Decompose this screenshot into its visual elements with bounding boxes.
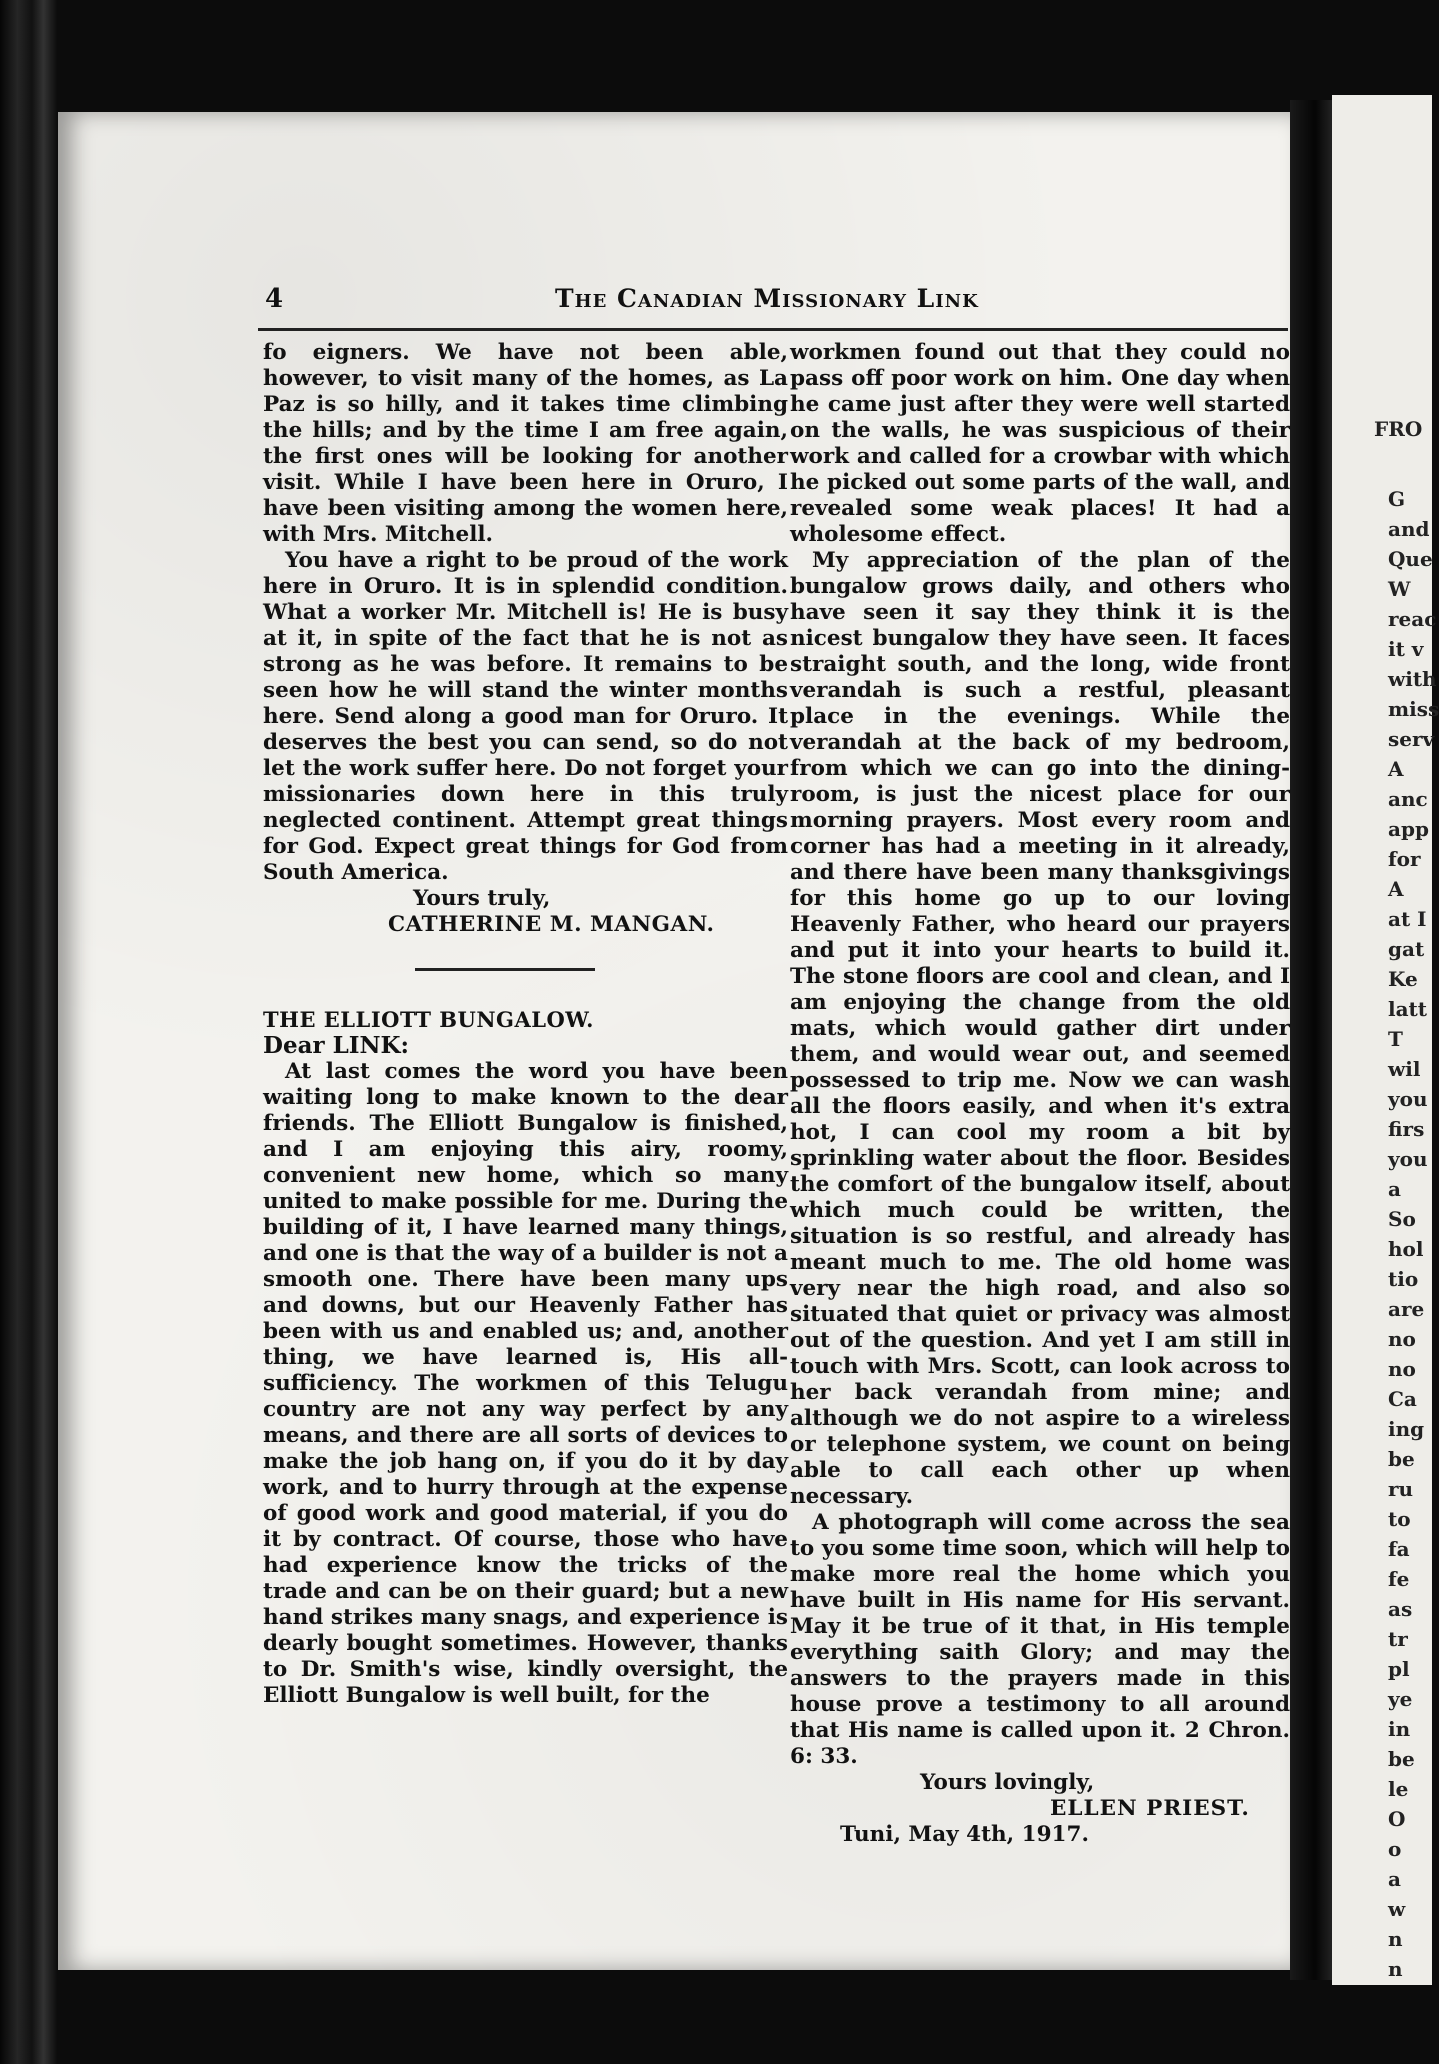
adjacent-line-fragment: serv	[1388, 727, 1435, 751]
article-closing: Yours lovingly,	[920, 1770, 1095, 1795]
adjacent-line-fragment: Ca	[1388, 1387, 1417, 1411]
right-column	[790, 340, 1290, 1848]
adjacent-line-fragment: reac	[1388, 607, 1437, 631]
article-paragraph: A photograph will come across the sea to you some time soon, which will help to make more real the home which you have built in His name for His servant. May it be true of it that, in His temple everything saith Glory; and may the answers to the prayers made in this house prove a testimony to all around that His name is called upon it. 2 Chron. 6: 33.	[790, 1510, 1290, 1769]
adjacent-line-fragment: for	[1388, 847, 1421, 871]
adjacent-line-fragment: you	[1388, 1087, 1428, 1111]
adjacent-line-fragment: n	[1388, 1927, 1403, 1951]
adjacent-line-fragment: tio	[1388, 1267, 1419, 1291]
article-paragraph: At last comes the word you have been waiting long to make known to the dear friends. The Elliott Bungalow is finished, and I am enjoying this airy, roomy, convenient new home, which so many united to make possible for me. During the building of it, I have learned many things, and one is that the way of a builder is not a smooth one. There have been many ups and downs, but our Heavenly Father has been with us and enabled us; and, another thing, we have learned is, His all-sufficiency. The workmen of this Telugu country are not any way perfect by any means, and there are all sorts of devices to make the job hang on, if you do it by day work, and to hurry through at the expense of good work and good material, if you do it by contract. Of course, those who have had experience know the tricks of the trade and can be on their guard; but a new hand strikes many snags, and experience is dearly bought sometimes. However, thanks to Dr. Smith's wise, kindly oversight, the Elliott Bungalow is well built, for the	[263, 1059, 788, 1708]
adjacent-line-fragment: are	[1388, 1297, 1425, 1321]
adjacent-line-fragment: be	[1388, 1747, 1415, 1771]
article-paragraph: My appreciation of the plan of the bungalow grows daily, and others who have seen it say they think it is the nicest bungalow they have seen. It faces straight south, and the long, wide front verandah is such a restful, pleasant place in the evenings. While the verandah at the back of my bedroom, from which we can go into the dining-room, is just the nicest place for our morning prayers. Most every room and corner has had a meeting in it already, and there have been many thanksgivings for this home go up to our loving Heavenly Father, who heard our prayers and put it into your hearts to build it. The stone floors are cool and clean, and I am enjoying the change from the old mats, which would gather dirt under them, and would wear out, and seemed possessed to trip me. Now we can wash all the floors easily, and when it's extra hot, I can cool my room a bit by sprinkling water about the floor. Besides the comfort of the bungalow itself, about which much could be written, the situation is so restful, and already has meant much to me. The old home was very near the high road, and also so situated that quiet or privacy was almost out of the question. And yet I am still in touch with Mrs. Scott, can look across to her back verandah from mine; and although we do not aspire to a wireless or telephone system, we count on being able to call each other up when necessary.	[790, 548, 1290, 1509]
adjacent-line-fragment: no	[1388, 1327, 1416, 1351]
adjacent-line-fragment: W	[1388, 577, 1411, 601]
adjacent-line-fragment: A	[1388, 877, 1404, 901]
adjacent-line-fragment: w	[1388, 1897, 1406, 1921]
adjacent-line-fragment: hol	[1388, 1237, 1424, 1261]
adjacent-line-fragment: Que	[1388, 547, 1433, 571]
adjacent-line-fragment: gat	[1388, 937, 1425, 961]
salutation: Dear LINK:	[263, 1032, 410, 1059]
section-divider	[415, 968, 595, 971]
adjacent-line-fragment: with	[1388, 667, 1437, 691]
running-title: The Canadian Missionary Link	[555, 284, 979, 313]
adjacent-line-fragment: A	[1388, 757, 1404, 781]
adjacent-line-fragment: it v	[1388, 637, 1424, 661]
adjacent-line-fragment: app	[1388, 817, 1429, 841]
adjacent-line-fragment: no	[1388, 1357, 1416, 1381]
adjacent-line-fragment: miss	[1388, 697, 1439, 721]
adjacent-line-fragment: ru	[1388, 1477, 1414, 1501]
adjacent-line-fragment: o	[1388, 1837, 1402, 1861]
letter-paragraph: fo eigners. We have not been able, however, to visit many of the homes, as La Paz is so hilly, and it takes time climbing the hills; and by the time I am free again, the first ones will be looking for another visit. While I have been here in Oruro, I have been visiting among the women here, with Mrs. Mitchell.	[263, 340, 788, 547]
adjacent-line-fragment: ye	[1388, 1687, 1413, 1711]
adjacent-line-fragment: G	[1388, 487, 1406, 511]
adjacent-line-fragment: So	[1388, 1207, 1416, 1231]
adjacent-line-fragment: T	[1388, 1027, 1403, 1051]
adjacent-fragments	[1388, 485, 1439, 1981]
adjacent-line-fragment: at I	[1388, 907, 1427, 931]
adjacent-line-fragment: n	[1388, 1957, 1403, 1981]
adjacent-line-fragment: O	[1388, 1807, 1406, 1831]
adjacent-line-fragment: pl	[1388, 1657, 1410, 1681]
adjacent-line-fragment: a	[1388, 1867, 1401, 1891]
book-binding	[0, 0, 58, 2064]
adjacent-line-fragment: latt	[1388, 997, 1428, 1021]
adjacent-page-text	[1374, 415, 1439, 1981]
left-column	[263, 340, 788, 1709]
adjacent-line-fragment: ing	[1388, 1417, 1425, 1441]
adjacent-line-fragment: as	[1388, 1597, 1413, 1621]
adjacent-line-fragment: anc	[1388, 787, 1428, 811]
adjacent-line-fragment: Ke	[1388, 967, 1418, 991]
adjacent-heading: FRO	[1374, 417, 1423, 441]
article-paragraph: workmen found out that they could no pass off poor work on him. One day when he came just after they were well started on the walls, he was suspicious of their work and called for a crowbar with which he picked out some parts of the wall, and revealed some weak places! It had a wholesome effect.	[790, 340, 1290, 547]
letter-signature: CATHERINE M. MANGAN.	[388, 912, 715, 937]
adjacent-line-fragment: le	[1388, 1777, 1409, 1801]
adjacent-line-fragment: fa	[1388, 1537, 1410, 1561]
article-title: THE ELLIOTT BUNGALOW.	[263, 1007, 594, 1032]
letter-closing: Yours truly,	[413, 886, 551, 911]
page-number: 4	[265, 284, 284, 314]
book-gutter	[1290, 100, 1332, 1980]
letter-paragraph: You have a right to be proud of the work here in Oruro. It is in splendid condition. What a worker Mr. Mitchell is! He is busy at it, in spite of the fact that he is not as strong as he was before. It remains to be seen how he will stand the winter months here. Send along a good man for Oruro. It deserves the best you can send, so do not let the work suffer here. Do not forget your missionaries down here in this truly neglected continent. Attempt great things for God. Expect great things for God from South America.	[263, 548, 788, 885]
adjacent-line-fragment: in	[1388, 1717, 1411, 1741]
adjacent-line-fragment: fe	[1388, 1567, 1410, 1591]
place-date: Tuni, May 4th, 1917.	[840, 1822, 1089, 1847]
adjacent-line-fragment: to	[1388, 1507, 1411, 1531]
adjacent-line-fragment: firs	[1388, 1117, 1425, 1141]
adjacent-line-fragment: wil	[1388, 1057, 1421, 1081]
adjacent-line-fragment: a	[1388, 1177, 1401, 1201]
adjacent-line-fragment: tr	[1388, 1627, 1408, 1651]
article-signature: ELLEN PRIEST.	[1050, 1796, 1250, 1821]
adjacent-line-fragment: be	[1388, 1447, 1415, 1471]
page-header	[205, 278, 1285, 322]
adjacent-line-fragment: and	[1388, 517, 1430, 541]
header-rule	[258, 328, 1288, 331]
adjacent-line-fragment: you	[1388, 1147, 1428, 1171]
